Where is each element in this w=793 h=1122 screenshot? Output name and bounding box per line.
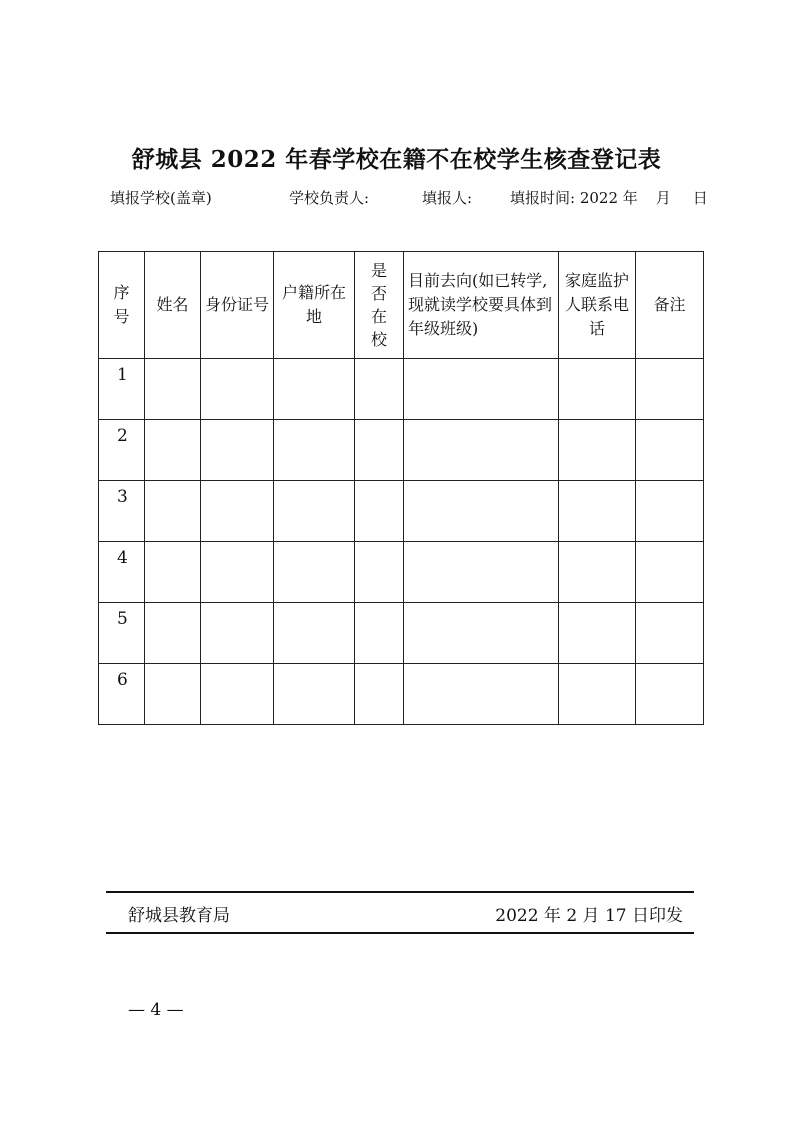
footer-bottom-rule: [106, 932, 694, 934]
cell-remarks[interactable]: [636, 359, 704, 420]
meta-date-day: 日: [692, 189, 708, 207]
meta-date-prefix: 填报时间: 2022 年: [510, 189, 638, 207]
header-in-school: 是否在校: [355, 252, 404, 359]
cell-in-school[interactable]: [355, 420, 404, 481]
cell-destination[interactable]: [404, 481, 559, 542]
cell-id-card[interactable]: [201, 481, 274, 542]
header-remarks: 备注: [636, 252, 704, 359]
document-title: 舒城县 2022 年春学校在籍不在校学生核查登记表: [131, 146, 662, 173]
footer-issuer: 舒城县教育局: [128, 906, 230, 926]
cell-guardian[interactable]: [559, 359, 636, 420]
cell-in-school[interactable]: [355, 664, 404, 725]
footer-top-rule: [106, 891, 694, 893]
header-guardian: 家庭监护人联系电话: [559, 252, 636, 359]
table-header-row: [99, 252, 704, 359]
cell-name[interactable]: [145, 359, 201, 420]
cell-destination[interactable]: [404, 664, 559, 725]
page-number: — 4 —: [128, 1000, 184, 1020]
meta-date-month: 月: [655, 189, 671, 207]
cell-destination[interactable]: [404, 542, 559, 603]
cell-in-school[interactable]: [355, 481, 404, 542]
cell-in-school[interactable]: [355, 359, 404, 420]
cell-guardian[interactable]: [559, 542, 636, 603]
cell-destination[interactable]: [404, 603, 559, 664]
cell-remarks[interactable]: [636, 481, 704, 542]
cell-guardian[interactable]: [559, 664, 636, 725]
cell-id-card[interactable]: [201, 603, 274, 664]
cell-id-card[interactable]: [201, 664, 274, 725]
meta-principal-label: 学校负责人:: [289, 189, 370, 207]
cell-guardian[interactable]: [559, 481, 636, 542]
cell-destination[interactable]: [404, 359, 559, 420]
cell-hukou[interactable]: [274, 664, 355, 725]
cell-name[interactable]: [145, 481, 201, 542]
cell-hukou[interactable]: [274, 420, 355, 481]
cell-destination[interactable]: [404, 420, 559, 481]
cell-name[interactable]: [145, 542, 201, 603]
row-number: 1: [99, 359, 145, 420]
header-seq: 序号: [99, 252, 145, 359]
cell-hukou[interactable]: [274, 542, 355, 603]
footer-issue-date: 2022 年 2 月 17 日印发: [495, 906, 683, 926]
cell-guardian[interactable]: [559, 603, 636, 664]
row-number: 4: [99, 542, 145, 603]
cell-id-card[interactable]: [201, 420, 274, 481]
table-row: [99, 481, 704, 542]
registration-table: [98, 251, 704, 725]
header-id-card: 身份证号: [201, 252, 274, 359]
cell-id-card[interactable]: [201, 542, 274, 603]
table-row: [99, 359, 704, 420]
cell-name[interactable]: [145, 603, 201, 664]
header-destination: 目前去向(如已转学,现就读学校要具体到年级班级): [404, 252, 559, 359]
table-row: [99, 664, 704, 725]
cell-remarks[interactable]: [636, 603, 704, 664]
row-number: 6: [99, 664, 145, 725]
cell-remarks[interactable]: [636, 542, 704, 603]
cell-in-school[interactable]: [355, 603, 404, 664]
cell-hukou[interactable]: [274, 603, 355, 664]
table-row: [99, 420, 704, 481]
cell-guardian[interactable]: [559, 420, 636, 481]
table-row: [99, 542, 704, 603]
cell-remarks[interactable]: [636, 664, 704, 725]
header-hukou: 户籍所在地: [274, 252, 355, 359]
row-number: 5: [99, 603, 145, 664]
cell-name[interactable]: [145, 664, 201, 725]
cell-hukou[interactable]: [274, 481, 355, 542]
meta-date: [510, 187, 708, 208]
cell-id-card[interactable]: [201, 359, 274, 420]
cell-remarks[interactable]: [636, 420, 704, 481]
row-number: 2: [99, 420, 145, 481]
table-row: [99, 603, 704, 664]
meta-reporter-label: 填报人:: [422, 189, 473, 207]
cell-hukou[interactable]: [274, 359, 355, 420]
cell-name[interactable]: [145, 420, 201, 481]
header-name: 姓名: [145, 252, 201, 359]
cell-in-school[interactable]: [355, 542, 404, 603]
row-number: 3: [99, 481, 145, 542]
meta-school-label: 填报学校(盖章): [110, 189, 212, 207]
